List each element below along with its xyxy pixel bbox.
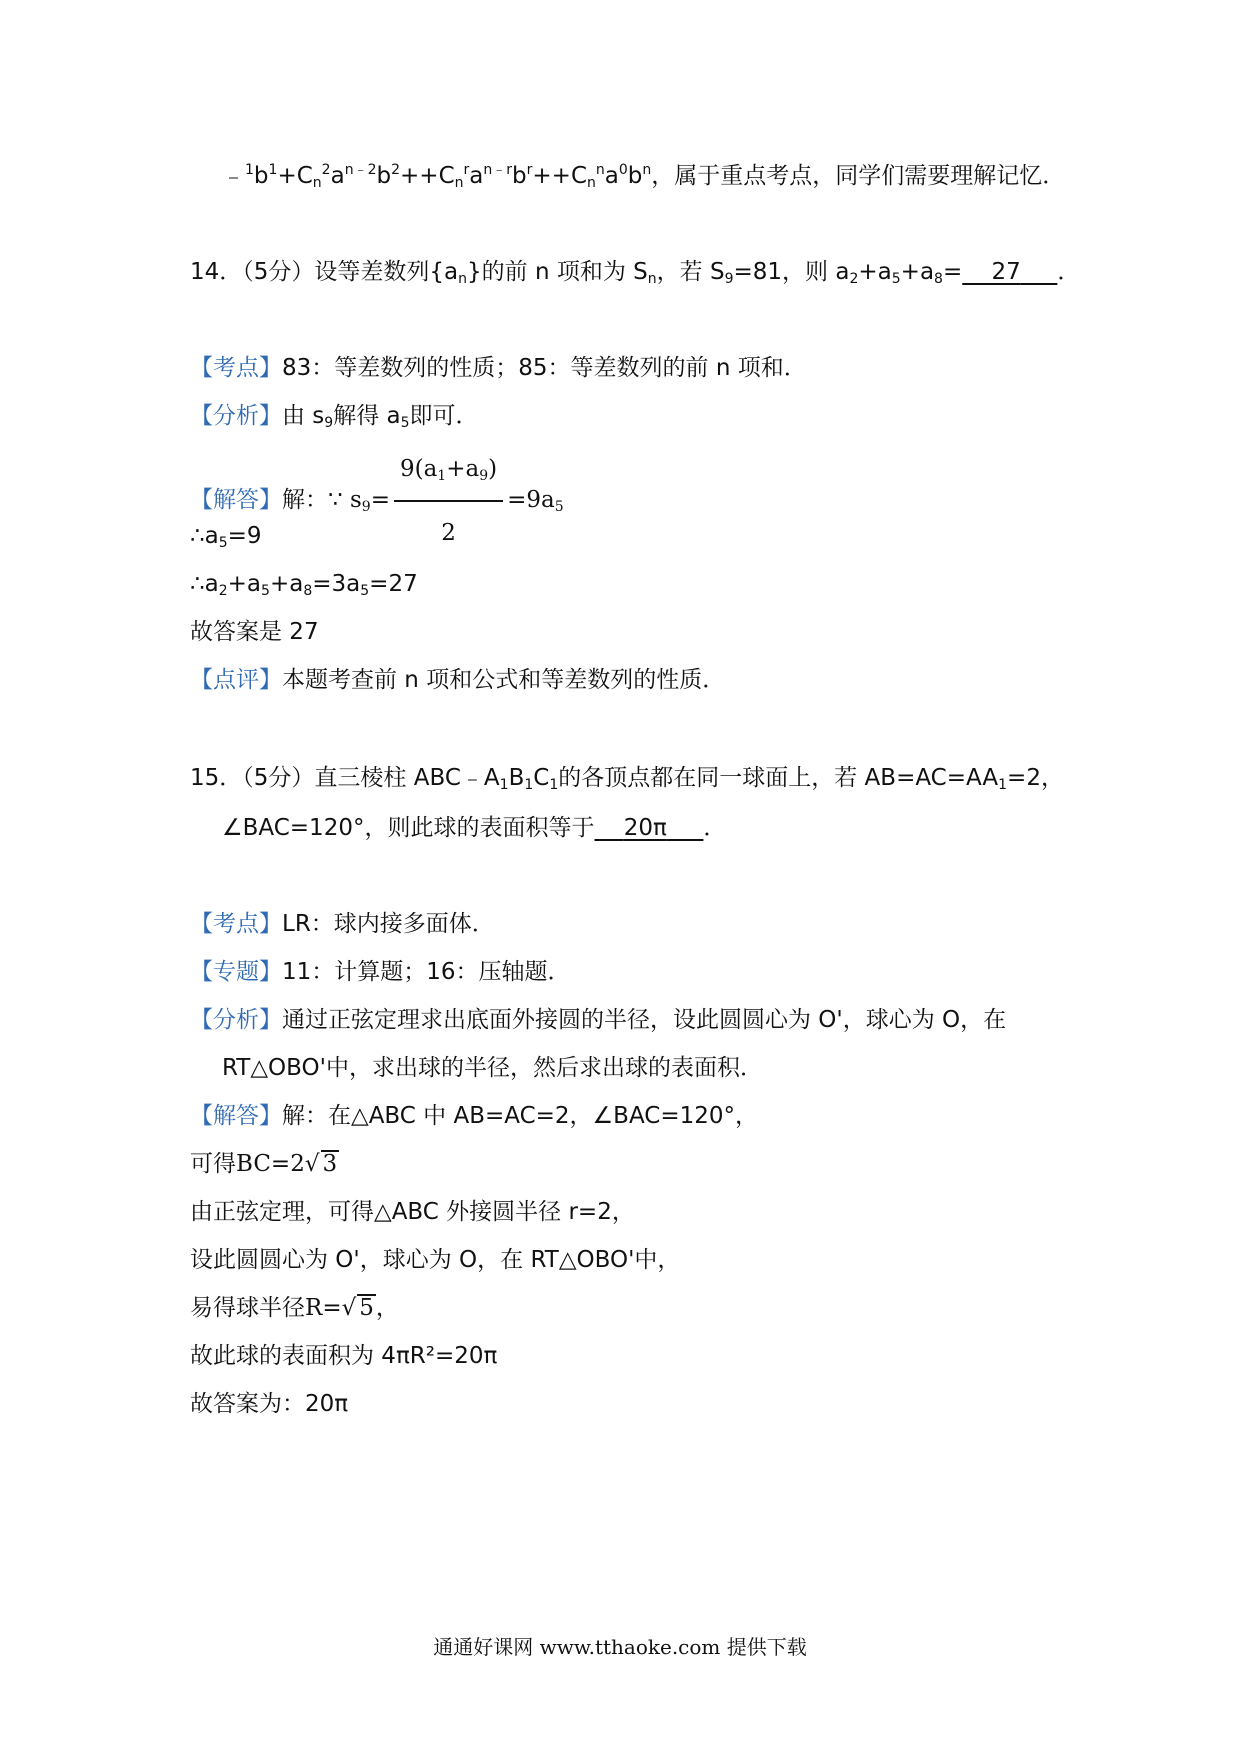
kaodian-tag: 【考点】	[190, 911, 282, 937]
q14-jieda: 【解答】解：∵ $s_9=$ $\frac{9(a_1+a_9)}{2}$ $=9a_5$	[190, 440, 564, 562]
q15-step-radius: 由正弦定理，可得△ABC 外接圆半径 r=2，	[190, 1199, 635, 1225]
dianping-tag: 【点评】	[190, 667, 282, 693]
q15-zhuanti: 【专题】11：计算题；16：压轴题．	[190, 959, 571, 985]
q15-answer: 20π	[623, 815, 667, 841]
binomial-minus: ﹣	[222, 163, 245, 189]
q15-answer-line: 故答案为：20π	[190, 1391, 349, 1417]
q14-answer: 27	[991, 259, 1021, 285]
q15-number: 15．	[190, 765, 243, 791]
q14-answer-blank	[962, 256, 1057, 288]
q14-line-a5: $\therefore a_5=9$	[190, 523, 262, 551]
q15-kaodian: 【考点】LR：球内接多面体．	[190, 911, 495, 937]
jieda-tag: 【解答】	[190, 1103, 282, 1129]
q14-number: 14．	[190, 259, 243, 285]
q15-step-center: 设此圆圆心为 O'，球心为 O，在 RT△OBO'中，	[190, 1247, 681, 1273]
q15-answer-blank	[594, 812, 703, 844]
kaodian-tag: 【考点】	[190, 355, 282, 381]
q15-stem: 15．（5分）直三棱柱 $ABC﹣A_1B_1C_1$的各顶点都在同一球面上，若 $AB=AC=AA_1=2$，	[190, 765, 1064, 793]
q15-step-bc: 可得BC=2√ 3	[190, 1151, 338, 1177]
q14-kaodian: 【考点】83：等差数列的性质；85：等差数列的前 n 项和．	[190, 355, 807, 381]
fenxi-tag: 【分析】	[190, 1007, 282, 1033]
page-footer: 通通好课网 www.tthaoke.com 提供下载	[433, 1635, 807, 1659]
q14-dianping: 【点评】本题考查前 n 项和公式和等差数列的性质．	[190, 667, 726, 693]
q15-stem-line2: ∠BAC=120°，则此球的表面积等于 20π ．	[222, 812, 726, 844]
q14-line-sum: $\therefore a_2+a_5+a_8=3a_5=27$	[190, 571, 418, 599]
binomial-continuation-line: $﹣^1b^1+C_n^2a^{n﹣2}b^2++C_n^ra^{n﹣r}b^r++C_n^na^0b^n$，属于重点考点，同学们需要理解记忆．	[222, 162, 1066, 191]
jieda-tag: 【解答】	[190, 487, 282, 513]
bc-formula: BC=2√ 3	[236, 1151, 338, 1177]
R-formula: R=√ 5	[305, 1295, 374, 1321]
q15-step-R: 易得球半径R=√ 5，	[190, 1295, 399, 1321]
q15-step-area: 故此球的表面积为 4πR²=20π	[190, 1343, 498, 1369]
q14-score: （5分）	[242, 259, 315, 285]
q15-jieda: 【解答】解：在△ABC 中 AB=AC=2，∠BAC=120°，	[190, 1103, 759, 1129]
zhuanti-tag: 【专题】	[190, 959, 282, 985]
q15-score: （5分）	[242, 765, 315, 791]
q15-fenxi: 【分析】通过正弦定理求出底面外接圆的半径，设此圆圆心为 O'，球心为 O，在	[190, 1007, 1007, 1033]
binomial-note: ，属于重点考点，同学们需要理解记忆．	[651, 163, 1066, 189]
q15-fenxi-cont: RT△OBO'中，求出球的半径，然后求出球的表面积．	[222, 1055, 763, 1081]
q14-stem: 14．（5分）设等差数列$\{a_n\}$的前 n 项和为 $S_n$，若 $S_9=81$，则 $a_2+a_5+a_8=$ 27 ．	[190, 256, 1080, 288]
q14-fenxi: 【分析】由 $s_9$解得 $a_5$即可．	[190, 403, 479, 431]
sum-formula: $s_9=$ $\frac{9(a_1+a_9)}{2}$ $=9a_5$	[350, 487, 564, 513]
fenxi-tag: 【分析】	[190, 403, 282, 429]
q14-conclusion: 故答案是 27	[190, 619, 319, 645]
fraction: $\frac{9(a_1+a_9)}{2}$	[394, 440, 503, 562]
